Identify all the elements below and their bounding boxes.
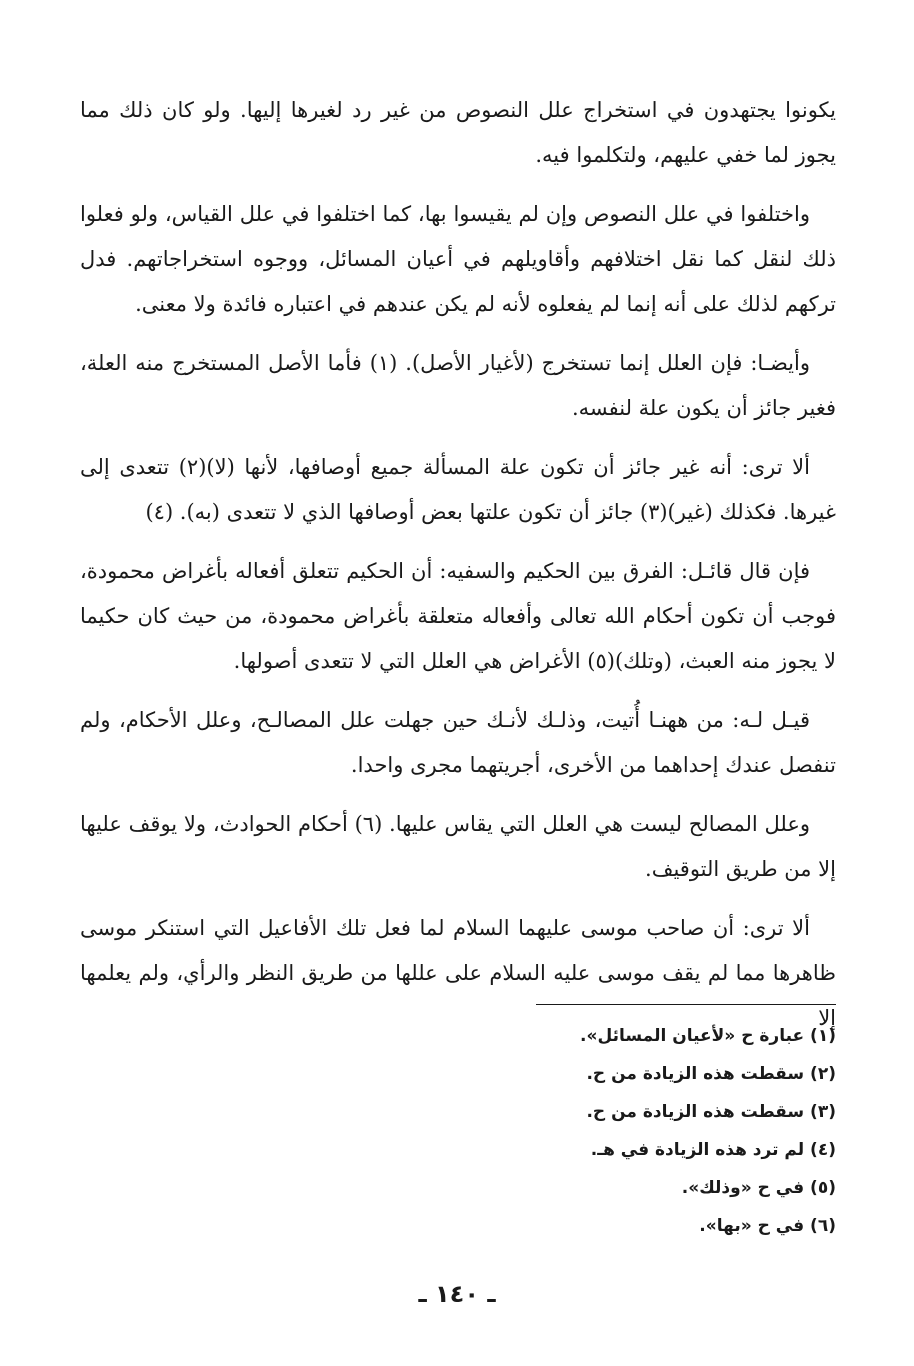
main-text — [80, 88, 836, 1055]
footnote-2: (٢) سقطت هذه الزيادة من ح. — [586, 1064, 836, 1084]
paragraph-3: وأيضـا: فإن العلل إنما تستخرج (لأغيار الأصل). (١) فأما الأصل المستخرج منه العلة، فغير جائز أن يكون علة لنفسه. — [80, 351, 836, 420]
paragraph-4: ألا ترى: أنه غير جائز أن تكون علة المسألة جميع أوصافها، لأنها (لا)(٢) تتعدى إلى غيرها. فكذلك (غير)(٣) جائز أن تكون علتها بعض أوصافها الذي لا تتعدى (به). (٤) — [80, 455, 836, 524]
footnote-1: (١) عبارة ح «لأعيان المسائل». — [580, 1026, 836, 1046]
footnote-6: (٦) في ح «بها». — [699, 1216, 836, 1236]
footnotes — [80, 1004, 836, 1245]
footnote-divider — [536, 1004, 836, 1005]
paragraph-7: وعلل المصالح ليست هي العلل التي يقاس عليها. (٦) أحكام الحوادث، ولا يوقف عليها إلا من طريق التوقيف. — [80, 812, 836, 881]
footnote-5: (٥) في ح «وذلك». — [681, 1178, 836, 1198]
paragraph-8: ألا ترى: أن صاحب موسى عليهما السلام لما فعل تلك الأفاعيل التي استنكر موسى ظاهرها مما لم يقف موسى عليه السلام على عللها من طريق النظر والرأي، ولم يعلمها إلا — [80, 916, 836, 1030]
paragraph-5: فإن قال قائـل: الفرق بين الحكيم والسفيه: أن الحكيم تتعلق أفعاله بأغراض محمودة، فوجب أن تكون أحكام الله تعالى وأفعاله متعلقة بأغراض محمودة، من حيث كان حكيما لا يجوز منه العبث، (وتلك)(٥) الأغراض هي العلل التي لا تتعدى أصولها. — [80, 559, 836, 673]
paragraph-2: واختلفوا في علل النصوص وإن لم يقيسوا بها، كما اختلفوا في علل القياس، ولو فعلوا ذلك لنقل كما نقل اختلافهم وأقاويلهم في أعيان المسائل، ووجوه استخراجاتهم. فدل تركهم لذلك على أنه إنما لم يفعلوه لأنه لم يكن عندهم في اعتباره فائدة ولا معنى. — [80, 202, 836, 316]
footnote-3: (٣) سقطت هذه الزيادة من ح. — [586, 1102, 836, 1122]
paragraph-6: قيـل لـه: من ههنـا أُتيت، وذلـك لأنـك حين جهلت علل المصالـح، وعلل الأحكام، ولم تنفصل عندك إحداهما من الأخرى، أجريتهما مجرى واحدا. — [80, 708, 836, 777]
page-number: ـ ١٤٠ ـ — [418, 1280, 496, 1308]
footnote-4: (٤) لم ترد هذه الزيادة في هـ. — [590, 1140, 836, 1160]
paragraph-1: يكونوا يجتهدون في استخراج علل النصوص من غير رد لغيرها إليها. ولو كان ذلك مما يجوز لما خفي عليهم، ولتكلموا فيه. — [80, 98, 836, 167]
